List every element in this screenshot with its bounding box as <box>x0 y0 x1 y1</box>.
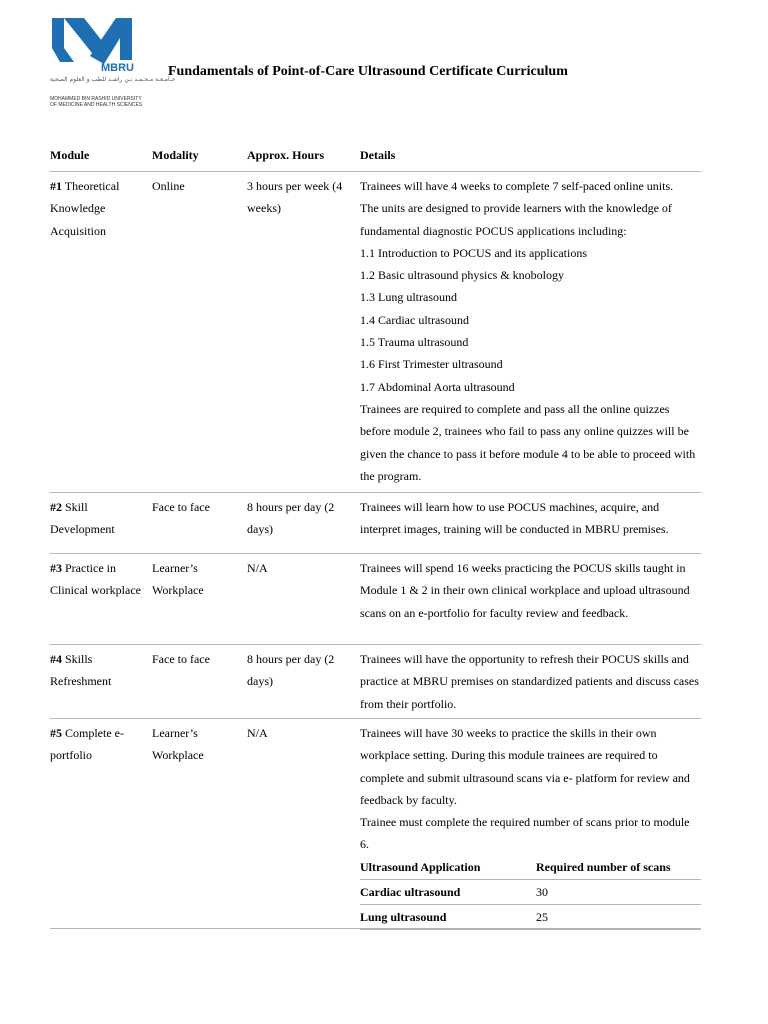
details-text: 1.7 Abdominal Aorta ultrasound <box>360 379 515 394</box>
hours-cell: 8 hours per day (2 days) <box>247 500 335 537</box>
module-name: Skill Development <box>50 500 115 537</box>
hours-cell: 3 hours per week (4 weeks) <box>247 179 343 216</box>
university-logo <box>50 12 176 108</box>
scan-count: 30 <box>536 884 548 899</box>
module-cell <box>50 719 152 928</box>
module-cell <box>50 645 152 718</box>
details-cell <box>360 554 701 644</box>
logo-english-line-2: OF MEDICINE AND HEALTH SCIENCES <box>50 102 143 108</box>
details-text: 1.2 Basic ultrasound physics & knobology <box>360 268 564 283</box>
table-row <box>360 880 701 905</box>
hours-cell: 8 hours per day (2 days) <box>247 652 335 689</box>
application-name: Lung ultrasound <box>360 909 447 924</box>
details-text: 1.1 Introduction to POCUS and its applications <box>360 245 587 260</box>
details-cell <box>360 493 701 553</box>
details-text: Trainees will learn how to use POCUS machines, acquire, and interpret images, training will be conducted in MBRU premises. <box>360 500 669 537</box>
details-text: 1.3 Lung ultrasound <box>360 290 457 305</box>
module-name: Skills Refreshment <box>50 652 112 689</box>
scans-table-header <box>360 856 701 880</box>
table-row <box>50 493 701 554</box>
table-row <box>50 719 701 929</box>
header-details: Details <box>360 148 396 162</box>
hours-cell: N/A <box>247 561 268 575</box>
scan-count: 25 <box>536 909 548 924</box>
details-cell <box>360 645 701 718</box>
modality-cell: Learner’s Workplace <box>152 561 204 598</box>
module-number: #5 <box>50 726 62 740</box>
module-cell <box>50 493 152 553</box>
details-text: The units are designed to provide learners with the knowledge of fundamental diagnostic POCUS applications including: <box>360 201 672 238</box>
table-row <box>50 645 701 719</box>
details-text: Trainees are required to complete and pass all the online quizzes before module 2, trainees who fail to pass any online quizzes will be given the chance to pass it before module 4 to be able to proceed with the program. <box>360 401 696 483</box>
table-row <box>50 554 701 645</box>
header-application: Ultrasound Application <box>360 859 481 874</box>
table-row <box>50 172 701 493</box>
logo-arabic-text: جـامـعـة مـحـمـد بـن راشـد للطب و العلوم الصحية <box>50 76 176 83</box>
logo-english-line-1: MOHAMMED BIN RASHID UNIVERSITY <box>50 96 142 102</box>
required-scans-table <box>360 856 701 930</box>
module-number: #2 <box>50 500 62 514</box>
module-number: #4 <box>50 652 62 666</box>
details-text: Trainees will spend 16 weeks practicing the POCUS skills taught in Module 1 & 2 in their own clinical workplace and upload ultrasound scans on an e-portfolio for faculty review and feedback. <box>360 561 690 620</box>
modality-cell: Face to face <box>152 652 210 666</box>
module-cell <box>50 172 152 492</box>
header-hours: Approx. Hours <box>247 148 325 162</box>
modality-cell: Online <box>152 179 185 193</box>
modality-cell: Learner’s Workplace <box>152 726 204 763</box>
module-name: Complete e-portfolio <box>50 726 124 763</box>
details-text: 1.4 Cardiac ultrasound <box>360 312 469 327</box>
table-row <box>360 905 701 930</box>
module-number: #1 <box>50 179 62 193</box>
module-name: Theoretical Knowledge Acquisition <box>50 179 120 238</box>
hours-cell: N/A <box>247 726 268 740</box>
curriculum-table <box>50 145 701 929</box>
logo-brand-text: MBRU <box>101 62 134 74</box>
details-cell <box>360 719 701 928</box>
module-number: #3 <box>50 561 62 575</box>
details-text: 1.6 First Trimester ultrasound <box>360 357 503 372</box>
document-title: Fundamentals of Point-of-Care Ultrasound Certificate Curriculum <box>168 64 568 79</box>
modality-cell: Face to face <box>152 500 210 514</box>
details-cell <box>360 172 701 492</box>
details-text: Trainee must complete the required number of scans prior to module 6. <box>360 815 690 852</box>
details-text: Trainees will have 30 weeks to practice the skills in their own workplace setting. During this module trainees are required to complete and submit ultrasound scans via e- platform for review and feedback by faculty. <box>360 726 690 807</box>
module-cell <box>50 554 152 644</box>
details-text: Trainees will have the opportunity to refresh their POCUS skills and practice at MBRU premises on standardized patients and discuss cases from their portfolio. <box>360 652 699 711</box>
details-text: Trainees will have 4 weeks to complete 7 self-paced online units. <box>360 179 674 193</box>
header-modality: Modality <box>152 148 199 162</box>
table-header <box>50 145 701 172</box>
application-name: Cardiac ultrasound <box>360 884 461 899</box>
details-text: 1.5 Trauma ultrasound <box>360 335 469 350</box>
module-name: Practice in Clinical workplace <box>50 561 141 598</box>
header-required-scans: Required number of scans <box>536 859 671 874</box>
header-module: Module <box>50 148 90 162</box>
